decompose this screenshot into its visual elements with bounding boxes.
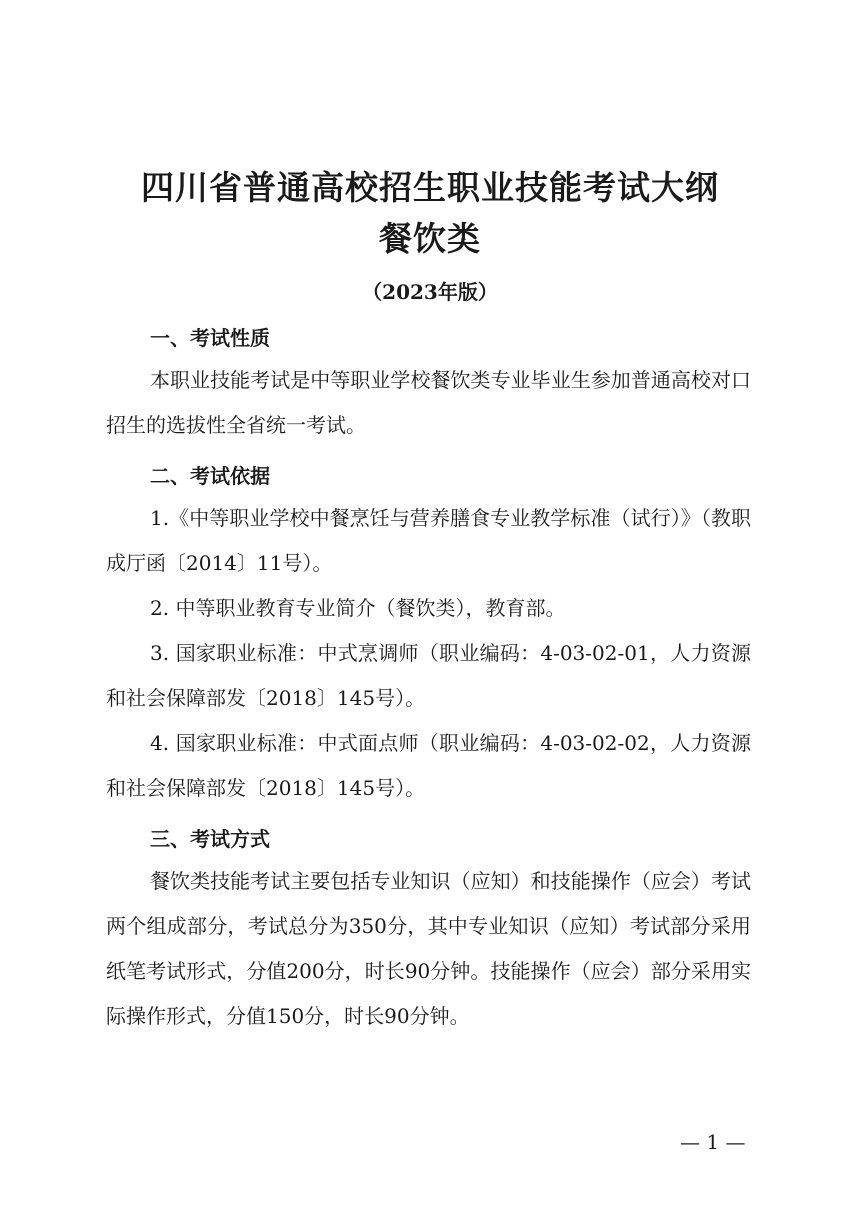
basis-item-4: 4. 国家职业标准：中式面点师（职业编码：4-03-02-02，人力资源和社会保障部发〔2018〕145号）。 [106, 731, 751, 800]
section-paragraph: 餐饮类技能考试主要包括专业知识（应知）和技能操作（应会）考试两个组成部分，考试总分为350分，其中专业知识（应知）考试部分采用纸笔考试形式，分值200分，时长90分钟。技能操作（应会）部分采用实际操作形式，分值150分，时长90分钟。 [106, 869, 751, 1028]
basis-item-2: 2. 中等职业教育专业简介（餐饮类），教育部。 [150, 596, 566, 620]
document-subtitle: 餐饮类 [379, 219, 481, 258]
section-heading-basis: 二、考试依据 [150, 464, 270, 488]
section-heading-method: 三、考试方式 [150, 827, 270, 851]
document-title: 四川省普通高校招生职业技能考试大纲 [141, 168, 719, 207]
basis-item-1: 1.《中等职业学校中餐烹饪与营养膳食专业教学标准（试行）》（教职成厅函〔2014〕11号）。 [106, 506, 751, 575]
page-number: — 1 — [680, 1130, 746, 1154]
section-paragraph: 本职业技能考试是中等职业学校餐饮类专业毕业生参加普通高校对口招生的选拔性全省统一考试。 [106, 368, 751, 437]
edition-label: （2023年版） [362, 280, 498, 304]
basis-item-3: 3. 国家职业标准：中式烹调师（职业编码：4-03-02-01，人力资源和社会保障部发〔2018〕145号）。 [106, 641, 751, 710]
section-heading-nature: 一、考试性质 [150, 326, 270, 350]
